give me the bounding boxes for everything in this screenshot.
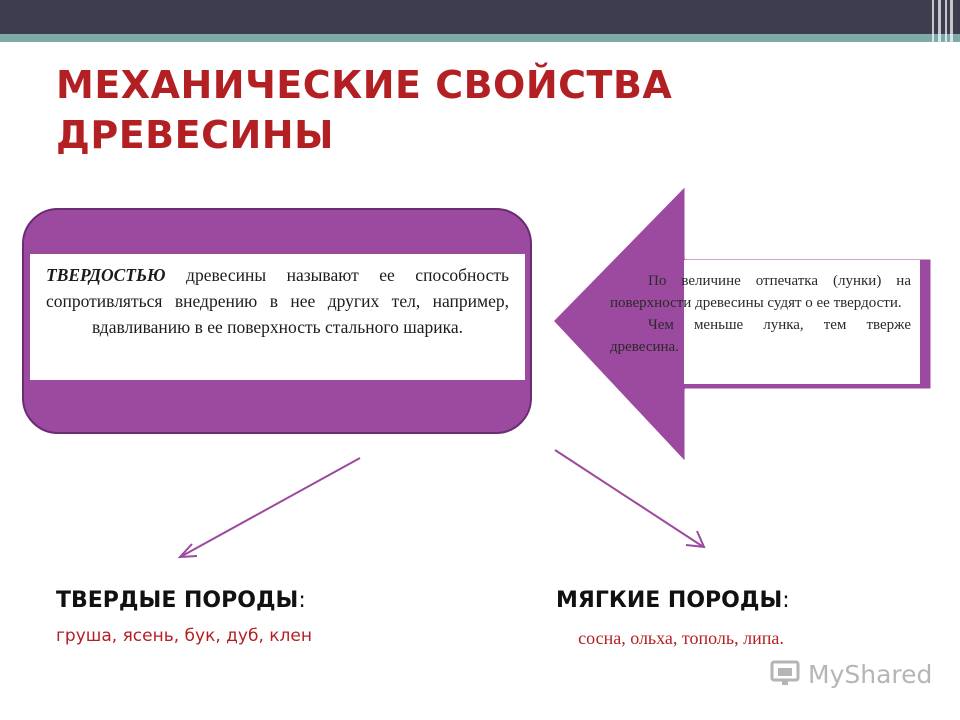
definition-term: ТВЕРДОСТЬЮ (46, 265, 166, 285)
soft-woods-heading: МЯГКИЕ ПОРОДЫ: (556, 588, 790, 613)
watermark-text: MyShared (808, 659, 933, 689)
hard-woods-heading: ТВЕРДЫЕ ПОРОДЫ: (56, 588, 306, 613)
watermark (770, 654, 932, 694)
down-left-arrow-icon (180, 458, 360, 557)
down-right-arrow-icon (555, 450, 704, 547)
definition-body: древесины называют ее способность сопротивляться внедрению в нее других тел, например, вдавливанию в ее поверхность стального шарика. (46, 265, 509, 337)
callout-paragraph: Чем меньше лунка, тем тверже древесина. (610, 317, 911, 355)
watermark-icon (770, 659, 802, 689)
callout-paragraph: По величине отпечатка (лунки) на поверхности древесины судят о ее твердости. (610, 273, 911, 311)
soft-woods-list: сосна, ольха, тополь, липа. (578, 628, 784, 648)
slide-title: МЕХАНИЧЕСКИЕ СВОЙСТВА ДРЕВЕСИНЫ (56, 63, 673, 157)
hard-woods-list: груша, ясень, бук, дуб, клен (56, 626, 312, 646)
